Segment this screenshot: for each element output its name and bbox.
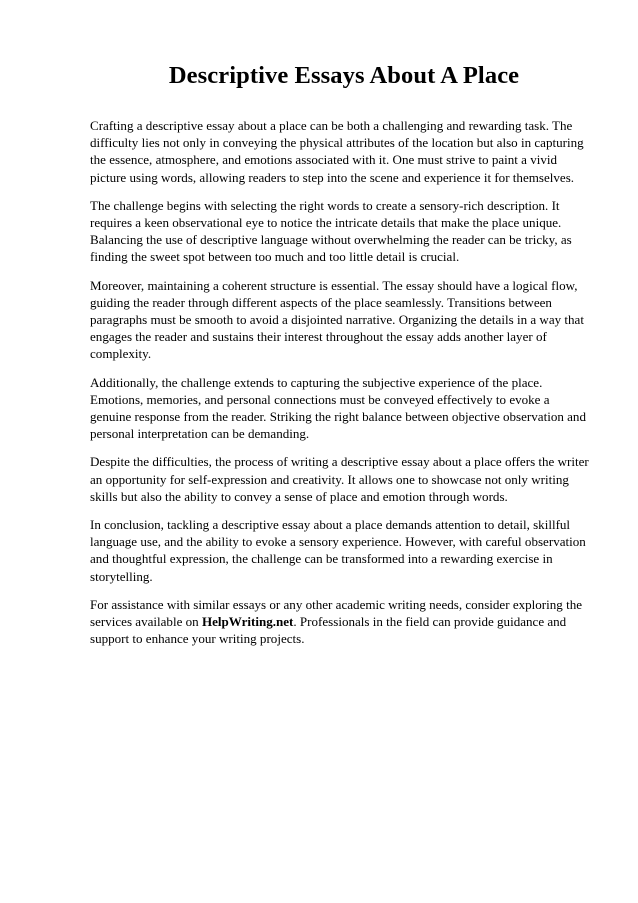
document-body	[90, 117, 592, 658]
paragraph-7-text-before: For assistance with similar essays or any other academic writing needs, consider exploring the services available on	[90, 596, 583, 630]
paragraph-2: The challenge begins with selecting the right words to create a sensory-rich description. It requires a keen observational eye to notice the intricate details that make the place unique. Balancing the use of descriptive language without overwhelming the reader can be tricky, as finding the sweet spot between too much and too little detail is crucial.	[90, 197, 572, 265]
brand-name: HelpWriting.net	[201, 614, 294, 630]
paragraph-5: Despite the difficulties, the process of writing a descriptive essay about a place offers the writer an opportunity for self-expression and creativity. It allows one to showcase not only writing skills but also the ability to convey a sense of place and emotion through words.	[90, 454, 589, 504]
document-title: Descriptive Essays About A Place	[168, 62, 520, 89]
paragraph-4: Additionally, the challenge extends to capturing the subjective experience of the place. Emotions, memories, and personal connections must be conveyed effectively to evoke a genuine response from the reader. Striking the right balance between objective observation and personal interpretation can be demanding.	[90, 374, 586, 442]
paragraph-1: Crafting a descriptive essay about a place can be both a challenging and rewarding task. The difficulty lies not only in conveying the physical attributes of the location but also in capturing the essence, atmosphere, and emotions associated with it. One must strive to paint a vivid picture using words, allowing readers to step into the scene and experience it for themselves.	[90, 118, 584, 185]
paragraph-7	[90, 596, 592, 648]
paragraph-7-text-after: . Professionals in the field can provide guidance and support to enhance your writing projects.	[90, 614, 567, 647]
paragraph-3: Moreover, maintaining a coherent structure is essential. The essay should have a logical flow, guiding the reader through different aspects of the place seamlessly. Transitions between paragraphs must be smooth to avoid a disjointed narrative. Organizing the details in a way that engages the reader and sustains their interest throughout the essay adds another layer of complexity.	[90, 277, 584, 362]
paragraph-6: In conclusion, tackling a descriptive essay about a place demands attention to detail, skillful language use, and the ability to evoke a sensory experience. However, with careful observation and thoughtful expression, the challenge can be transformed into a rewarding exercise in storytelling.	[90, 517, 586, 584]
